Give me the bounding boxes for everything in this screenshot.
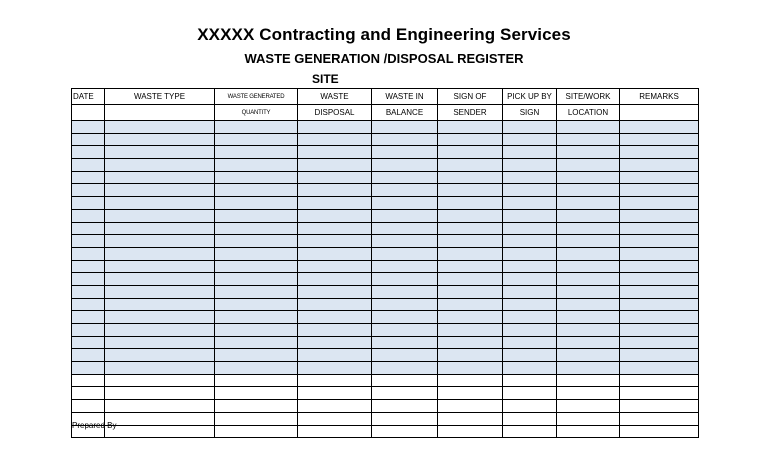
table-cell[interactable] xyxy=(298,184,372,197)
column-subheader-quantity: QUANTITY xyxy=(215,105,298,121)
table-cell[interactable] xyxy=(105,184,215,197)
table-cell[interactable] xyxy=(620,159,699,172)
table-cell[interactable] xyxy=(620,425,699,438)
table-cell[interactable] xyxy=(72,133,105,146)
table-cell[interactable] xyxy=(503,159,557,172)
table-cell[interactable] xyxy=(372,260,438,273)
table-cell[interactable] xyxy=(215,311,298,324)
table-cell[interactable] xyxy=(503,387,557,400)
table-cell[interactable] xyxy=(215,222,298,235)
table-cell[interactable] xyxy=(105,349,215,362)
table-row xyxy=(72,273,699,286)
column-header-waste-in: WASTE IN xyxy=(372,89,438,105)
table-cell[interactable] xyxy=(215,349,298,362)
table-cell[interactable] xyxy=(503,412,557,425)
table-cell[interactable] xyxy=(503,425,557,438)
table-cell[interactable] xyxy=(215,324,298,337)
table-cell[interactable] xyxy=(298,209,372,222)
table-cell[interactable] xyxy=(438,247,503,260)
table-cell[interactable] xyxy=(105,374,215,387)
table-cell[interactable] xyxy=(372,133,438,146)
table-cell[interactable] xyxy=(105,171,215,184)
table-cell[interactable] xyxy=(72,197,105,210)
table-cell[interactable] xyxy=(620,260,699,273)
table-cell[interactable] xyxy=(215,235,298,248)
table-cell[interactable] xyxy=(557,324,620,337)
table-cell[interactable] xyxy=(438,209,503,222)
table-cell[interactable] xyxy=(438,285,503,298)
table-cell[interactable] xyxy=(72,349,105,362)
column-subheader-balance: BALANCE xyxy=(372,105,438,121)
table-cell[interactable] xyxy=(438,311,503,324)
table-cell[interactable] xyxy=(620,374,699,387)
table-cell[interactable] xyxy=(298,362,372,375)
table-cell[interactable] xyxy=(298,412,372,425)
table-cell[interactable] xyxy=(105,324,215,337)
table-cell[interactable] xyxy=(620,285,699,298)
column-subheader-date xyxy=(72,105,105,121)
table-row xyxy=(72,425,699,438)
table-cell[interactable] xyxy=(620,336,699,349)
table-cell[interactable] xyxy=(105,247,215,260)
table-cell[interactable] xyxy=(105,209,215,222)
table-cell[interactable] xyxy=(105,121,215,134)
table-cell[interactable] xyxy=(105,412,215,425)
table-cell[interactable] xyxy=(372,197,438,210)
table-cell[interactable] xyxy=(72,260,105,273)
table-cell[interactable] xyxy=(105,425,215,438)
table-cell[interactable] xyxy=(557,349,620,362)
table-cell[interactable] xyxy=(557,260,620,273)
table-cell[interactable] xyxy=(72,285,105,298)
table-cell[interactable] xyxy=(438,362,503,375)
table-cell[interactable] xyxy=(215,197,298,210)
table-row xyxy=(72,324,699,337)
table-cell[interactable] xyxy=(105,311,215,324)
table-cell[interactable] xyxy=(438,400,503,413)
table-cell[interactable] xyxy=(372,425,438,438)
table-cell[interactable] xyxy=(557,374,620,387)
table-cell[interactable] xyxy=(438,349,503,362)
table-cell[interactable] xyxy=(503,209,557,222)
table-cell[interactable] xyxy=(105,285,215,298)
table-cell[interactable] xyxy=(372,349,438,362)
table-cell[interactable] xyxy=(557,387,620,400)
table-cell[interactable] xyxy=(557,336,620,349)
table-cell[interactable] xyxy=(557,311,620,324)
table-cell[interactable] xyxy=(438,425,503,438)
table-cell[interactable] xyxy=(372,247,438,260)
table-cell[interactable] xyxy=(620,184,699,197)
table-cell[interactable] xyxy=(438,374,503,387)
table-cell[interactable] xyxy=(372,159,438,172)
table-cell[interactable] xyxy=(298,247,372,260)
table-cell[interactable] xyxy=(557,285,620,298)
table-cell[interactable] xyxy=(72,171,105,184)
table-cell[interactable] xyxy=(215,298,298,311)
table-cell[interactable] xyxy=(298,400,372,413)
table-row xyxy=(72,133,699,146)
table-cell[interactable] xyxy=(215,273,298,286)
table-row xyxy=(72,374,699,387)
table-cell[interactable] xyxy=(72,209,105,222)
table-cell[interactable] xyxy=(372,273,438,286)
table-cell[interactable] xyxy=(438,184,503,197)
table-cell[interactable] xyxy=(105,400,215,413)
table-cell[interactable] xyxy=(557,133,620,146)
table-cell[interactable] xyxy=(215,362,298,375)
column-subheader-sign: SIGN xyxy=(503,105,557,121)
table-cell[interactable] xyxy=(372,387,438,400)
table-cell[interactable] xyxy=(215,425,298,438)
table-cell[interactable] xyxy=(215,400,298,413)
document-title: XXXXX Contracting and Engineering Services xyxy=(197,25,571,44)
table-cell[interactable] xyxy=(557,273,620,286)
table-cell[interactable] xyxy=(438,171,503,184)
table-cell[interactable] xyxy=(557,146,620,159)
table-cell[interactable] xyxy=(620,235,699,248)
table-row xyxy=(72,362,699,375)
table-cell[interactable] xyxy=(298,133,372,146)
table-row xyxy=(72,298,699,311)
table-row xyxy=(72,400,699,413)
table-row xyxy=(72,235,699,248)
table-cell[interactable] xyxy=(298,336,372,349)
table-cell[interactable] xyxy=(298,197,372,210)
table-cell[interactable] xyxy=(620,222,699,235)
table-cell[interactable] xyxy=(372,171,438,184)
column-header-waste-type: WASTE TYPE xyxy=(105,89,215,105)
table-cell[interactable] xyxy=(72,324,105,337)
table-cell[interactable] xyxy=(105,146,215,159)
table-cell[interactable] xyxy=(72,311,105,324)
table-cell[interactable] xyxy=(215,146,298,159)
table-cell[interactable] xyxy=(438,159,503,172)
table-cell[interactable] xyxy=(72,298,105,311)
table-cell[interactable] xyxy=(557,298,620,311)
table-cell[interactable] xyxy=(438,260,503,273)
table-cell[interactable] xyxy=(620,324,699,337)
table-cell[interactable] xyxy=(620,298,699,311)
table-cell[interactable] xyxy=(72,374,105,387)
table-cell[interactable] xyxy=(72,247,105,260)
table-cell[interactable] xyxy=(620,247,699,260)
table-cell[interactable] xyxy=(557,235,620,248)
header-row-1 xyxy=(72,89,699,105)
table-cell[interactable] xyxy=(105,159,215,172)
table-cell[interactable] xyxy=(298,273,372,286)
table-cell[interactable] xyxy=(503,247,557,260)
table-cell[interactable] xyxy=(438,222,503,235)
table-row xyxy=(72,197,699,210)
table-cell[interactable] xyxy=(298,285,372,298)
table-cell[interactable] xyxy=(620,311,699,324)
table-cell[interactable] xyxy=(105,197,215,210)
table-cell[interactable] xyxy=(557,171,620,184)
table-cell[interactable] xyxy=(503,273,557,286)
table-cell[interactable] xyxy=(372,374,438,387)
table-cell[interactable] xyxy=(298,159,372,172)
table-row xyxy=(72,336,699,349)
table-row xyxy=(72,121,699,134)
table-cell[interactable] xyxy=(503,298,557,311)
table-cell[interactable] xyxy=(298,121,372,134)
table-row xyxy=(72,146,699,159)
table-cell[interactable] xyxy=(298,298,372,311)
table-cell[interactable] xyxy=(298,171,372,184)
table-cell[interactable] xyxy=(372,222,438,235)
table-row xyxy=(72,171,699,184)
table-cell[interactable] xyxy=(438,336,503,349)
table-cell[interactable] xyxy=(438,197,503,210)
table-cell[interactable] xyxy=(557,400,620,413)
table-cell[interactable] xyxy=(72,184,105,197)
table-cell[interactable] xyxy=(620,197,699,210)
table-cell[interactable] xyxy=(503,311,557,324)
table-cell[interactable] xyxy=(503,349,557,362)
table-cell[interactable] xyxy=(298,260,372,273)
table-cell[interactable] xyxy=(72,235,105,248)
table-cell[interactable] xyxy=(620,209,699,222)
table-cell[interactable] xyxy=(72,362,105,375)
table-row xyxy=(72,209,699,222)
column-header-site-work: SITE/WORK xyxy=(557,89,620,105)
table-cell[interactable] xyxy=(215,121,298,134)
table-cell[interactable] xyxy=(372,400,438,413)
table-cell[interactable] xyxy=(215,412,298,425)
table-cell[interactable] xyxy=(372,324,438,337)
table-cell[interactable] xyxy=(72,222,105,235)
table-cell[interactable] xyxy=(298,311,372,324)
table-cell[interactable] xyxy=(105,298,215,311)
table-cell[interactable] xyxy=(557,425,620,438)
column-header-waste: WASTE xyxy=(298,89,372,105)
document-subtitle: WASTE GENERATION /DISPOSAL REGISTER xyxy=(244,51,524,66)
table-cell[interactable] xyxy=(372,285,438,298)
table-cell[interactable] xyxy=(438,298,503,311)
table-cell[interactable] xyxy=(438,121,503,134)
waste-register-table xyxy=(71,88,699,438)
table-cell[interactable] xyxy=(298,387,372,400)
table-cell[interactable] xyxy=(503,197,557,210)
prepared-by-label: Prepared By xyxy=(72,421,117,430)
column-header-date: DATE xyxy=(72,89,105,105)
table-cell[interactable] xyxy=(215,159,298,172)
column-subheader-sender: SENDER xyxy=(438,105,503,121)
table-cell[interactable] xyxy=(438,146,503,159)
table-cell[interactable] xyxy=(503,121,557,134)
table-cell[interactable] xyxy=(215,171,298,184)
table-cell[interactable] xyxy=(557,209,620,222)
table-cell[interactable] xyxy=(620,412,699,425)
table-cell[interactable] xyxy=(215,374,298,387)
table-cell[interactable] xyxy=(503,362,557,375)
table-cell[interactable] xyxy=(105,387,215,400)
table-cell[interactable] xyxy=(503,222,557,235)
table-cell[interactable] xyxy=(503,324,557,337)
table-cell[interactable] xyxy=(557,247,620,260)
table-cell[interactable] xyxy=(503,133,557,146)
table-cell[interactable] xyxy=(620,387,699,400)
table-cell[interactable] xyxy=(557,222,620,235)
table-cell[interactable] xyxy=(298,146,372,159)
header-row-2 xyxy=(72,105,699,121)
table-cell[interactable] xyxy=(503,184,557,197)
table-cell[interactable] xyxy=(298,349,372,362)
table-row xyxy=(72,412,699,425)
column-subheader-remarks xyxy=(620,105,699,121)
table-cell[interactable] xyxy=(372,311,438,324)
table-cell[interactable] xyxy=(372,412,438,425)
table-cell[interactable] xyxy=(72,146,105,159)
table-cell[interactable] xyxy=(503,235,557,248)
column-subheader-disposal: DISPOSAL xyxy=(298,105,372,121)
table-cell[interactable] xyxy=(372,146,438,159)
table-cell[interactable] xyxy=(372,336,438,349)
table-cell[interactable] xyxy=(503,146,557,159)
table-cell[interactable] xyxy=(438,133,503,146)
column-header-waste-generated: WASTE GENERATED xyxy=(215,89,298,105)
table-cell[interactable] xyxy=(215,133,298,146)
table-cell[interactable] xyxy=(438,235,503,248)
table-cell[interactable] xyxy=(557,362,620,375)
site-label: SITE xyxy=(312,72,339,86)
table-cell[interactable] xyxy=(557,159,620,172)
table-cell[interactable] xyxy=(557,184,620,197)
table-cell[interactable] xyxy=(72,387,105,400)
table-cell[interactable] xyxy=(620,133,699,146)
table-cell[interactable] xyxy=(503,285,557,298)
table-cell[interactable] xyxy=(372,184,438,197)
table-cell[interactable] xyxy=(503,260,557,273)
table-row xyxy=(72,311,699,324)
table-cell[interactable] xyxy=(372,121,438,134)
table-row xyxy=(72,159,699,172)
table-cell[interactable] xyxy=(503,374,557,387)
table-cell[interactable] xyxy=(438,273,503,286)
table-cell[interactable] xyxy=(72,121,105,134)
table-cell[interactable] xyxy=(372,209,438,222)
table-cell[interactable] xyxy=(215,184,298,197)
table-row xyxy=(72,285,699,298)
table-cell[interactable] xyxy=(72,336,105,349)
table-cell[interactable] xyxy=(620,121,699,134)
table-cell[interactable] xyxy=(215,285,298,298)
table-cell[interactable] xyxy=(372,235,438,248)
table-cell[interactable] xyxy=(72,159,105,172)
table-row xyxy=(72,349,699,362)
table-cell[interactable] xyxy=(215,336,298,349)
table-cell[interactable] xyxy=(503,400,557,413)
column-subheader-waste-type xyxy=(105,105,215,121)
table-cell[interactable] xyxy=(72,273,105,286)
table-cell[interactable] xyxy=(620,400,699,413)
table-cell[interactable] xyxy=(298,222,372,235)
table-row xyxy=(72,260,699,273)
table-cell[interactable] xyxy=(438,412,503,425)
column-header-pick-up-by: PICK UP BY xyxy=(503,89,557,105)
table-cell[interactable] xyxy=(620,362,699,375)
table-cell[interactable] xyxy=(105,222,215,235)
table-cell[interactable] xyxy=(72,400,105,413)
table-cell[interactable] xyxy=(105,362,215,375)
column-subheader-location: LOCATION xyxy=(557,105,620,121)
table-cell[interactable] xyxy=(215,247,298,260)
column-header-sign-of: SIGN OF xyxy=(438,89,503,105)
table-cell[interactable] xyxy=(620,146,699,159)
table-cell[interactable] xyxy=(372,362,438,375)
table-cell[interactable] xyxy=(503,336,557,349)
table-cell[interactable] xyxy=(298,425,372,438)
table-cell[interactable] xyxy=(372,298,438,311)
table-cell[interactable] xyxy=(105,273,215,286)
table-cell[interactable] xyxy=(215,260,298,273)
table-cell[interactable] xyxy=(105,235,215,248)
table-cell[interactable] xyxy=(298,374,372,387)
table-cell[interactable] xyxy=(503,171,557,184)
table-cell[interactable] xyxy=(438,387,503,400)
table-cell[interactable] xyxy=(105,133,215,146)
table-cell[interactable] xyxy=(557,412,620,425)
table-cell[interactable] xyxy=(298,235,372,248)
table-cell[interactable] xyxy=(557,197,620,210)
table-cell[interactable] xyxy=(298,324,372,337)
table-row xyxy=(72,247,699,260)
table-cell[interactable] xyxy=(105,336,215,349)
table-row xyxy=(72,387,699,400)
table-cell[interactable] xyxy=(215,209,298,222)
table-cell[interactable] xyxy=(215,387,298,400)
table-cell[interactable] xyxy=(438,324,503,337)
table-cell[interactable] xyxy=(557,121,620,134)
table-cell[interactable] xyxy=(105,260,215,273)
table-cell[interactable] xyxy=(620,349,699,362)
table-cell[interactable] xyxy=(620,273,699,286)
table-cell[interactable] xyxy=(620,171,699,184)
table-row xyxy=(72,184,699,197)
column-header-remarks: REMARKS xyxy=(620,89,699,105)
table-row xyxy=(72,222,699,235)
